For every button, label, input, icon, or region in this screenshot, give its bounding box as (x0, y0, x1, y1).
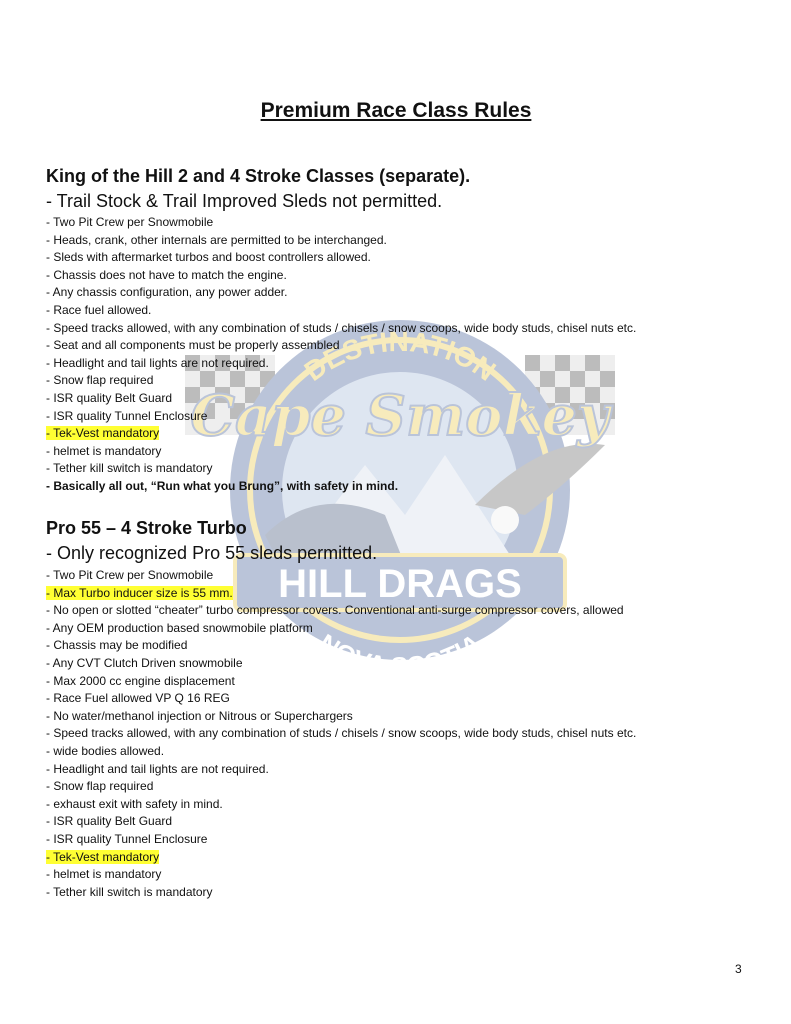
watermark-bottom-text: NOVA SCOTIA (313, 627, 487, 682)
rule-item (46, 284, 636, 302)
rule-text: - No water/methanol injection or Nitrous or Superchargers (46, 708, 353, 723)
watermark-top-text: DESTINATION (298, 325, 502, 387)
rule-text: - helmet is mandatory (46, 867, 162, 882)
rule-item (46, 849, 636, 867)
rule-item (46, 425, 636, 443)
rule-item (46, 585, 636, 603)
page-title: Premium Race Class Rules (260, 99, 532, 122)
rule-text: - Two Pit Crew per Snowmobile (46, 568, 214, 582)
rule-text: - Headlight and tail lights are not required. (46, 355, 269, 370)
rule-text: - Any chassis configuration, any power adder. (46, 285, 288, 300)
rule-text: - ISR quality Tunnel Enclosure (46, 831, 208, 846)
rule-item (46, 567, 636, 585)
section-subheading-king-of-the-hill: - Trail Stock & Trail Improved Sleds not permitted. (46, 191, 443, 211)
rule-item (46, 478, 636, 496)
rule-item (46, 884, 636, 902)
section-heading-pro-55: Pro 55 – 4 Stroke Turbo (46, 518, 247, 538)
rule-text: - Tether kill switch is mandatory (46, 461, 213, 476)
rule-item (46, 673, 636, 691)
watermark-script-text: Cape Smokey (190, 383, 610, 449)
rule-item (46, 408, 636, 426)
rule-text: - Chassis may be modified (46, 638, 188, 653)
rule-item (46, 655, 636, 673)
rule-text: - Any OEM production based snowmobile platform (46, 620, 313, 635)
rule-text: - helmet is mandatory (46, 443, 162, 458)
rule-item (46, 337, 636, 355)
rule-text: - Tek-Vest mandatory (46, 426, 160, 441)
rule-text: - wide bodies allowed. (46, 743, 165, 758)
rule-text: - No open or slotted “cheater” turbo compressor covers. Conventional anti-surge compressor covers, allowed (46, 603, 624, 618)
rule-item (46, 620, 636, 638)
section-subheading-pro-55: - Only recognized Pro 55 sleds permitted. (46, 543, 378, 563)
rule-text: - Seat and all components must be properly assembled (46, 338, 340, 353)
rule-item (46, 761, 636, 779)
rule-text: - exhaust exit with safety in mind. (46, 796, 223, 811)
section-heading-king-of-the-hill: King of the Hill 2 and 4 Stroke Classes (separate). (46, 166, 471, 186)
rule-text: - Speed tracks allowed, with any combination of studs / chisels / snow scoops, wide body studs, chisel nuts etc. (46, 726, 637, 741)
rule-item (46, 778, 636, 796)
rule-text: - Tether kill switch is mandatory (46, 884, 213, 899)
rule-text: - Speed tracks allowed, with any combination of studs / chisels / snow scoops, wide body studs, chisel nuts etc. (46, 320, 637, 335)
rule-text: - Sleds with aftermarket turbos and boost controllers allowed. (46, 250, 371, 265)
rule-item (46, 813, 636, 831)
watermark-main-text: HILL DRAGS (278, 562, 522, 606)
rule-text: - ISR quality Tunnel Enclosure (46, 408, 208, 423)
rule-item (46, 743, 636, 761)
rules-list-king-of-the-hill (46, 214, 636, 496)
rule-text: - Max Turbo inducer size is 55 mm. (46, 585, 233, 600)
rule-item (46, 249, 636, 267)
rule-text: - Max 2000 cc engine displacement (46, 673, 235, 688)
rule-text: - Basically all out, “Run what you Brung”, with safety in mind. (46, 478, 399, 493)
rule-text: - ISR quality Belt Guard (46, 390, 173, 405)
rule-text: - Chassis does not have to match the engine. (46, 267, 287, 282)
rule-item (46, 725, 636, 743)
rule-text: - Heads, crank, other internals are permitted to be interchanged. (46, 232, 387, 247)
rule-item (46, 690, 636, 708)
rule-text: - Snow flap required (46, 373, 154, 388)
rule-text: - Race fuel allowed. (46, 302, 152, 317)
rule-item (46, 320, 636, 338)
rule-text: - Tek-Vest mandatory (46, 849, 160, 864)
rule-item (46, 637, 636, 655)
rule-item (46, 232, 636, 250)
rule-item (46, 267, 636, 285)
rule-item (46, 866, 636, 884)
rule-text: - Two Pit Crew per Snowmobile (46, 215, 214, 229)
rules-list-pro-55 (46, 567, 636, 901)
rule-item (46, 602, 636, 620)
rule-text: - ISR quality Belt Guard (46, 814, 173, 829)
rule-text: - Snow flap required (46, 779, 154, 794)
rule-text: - Headlight and tail lights are not required. (46, 761, 269, 776)
rule-item (46, 355, 636, 373)
rule-item (46, 831, 636, 849)
rule-item (46, 443, 636, 461)
rule-item (46, 796, 636, 814)
rule-item (46, 302, 636, 320)
rule-text: - Race Fuel allowed VP Q 16 REG (46, 691, 230, 706)
page-number: 3 (735, 962, 742, 976)
rule-item (46, 390, 636, 408)
rule-item (46, 372, 636, 390)
rule-item (46, 708, 636, 726)
rule-item (46, 214, 636, 232)
rule-text: - Any CVT Clutch Driven snowmobile (46, 655, 243, 670)
rule-item (46, 460, 636, 478)
